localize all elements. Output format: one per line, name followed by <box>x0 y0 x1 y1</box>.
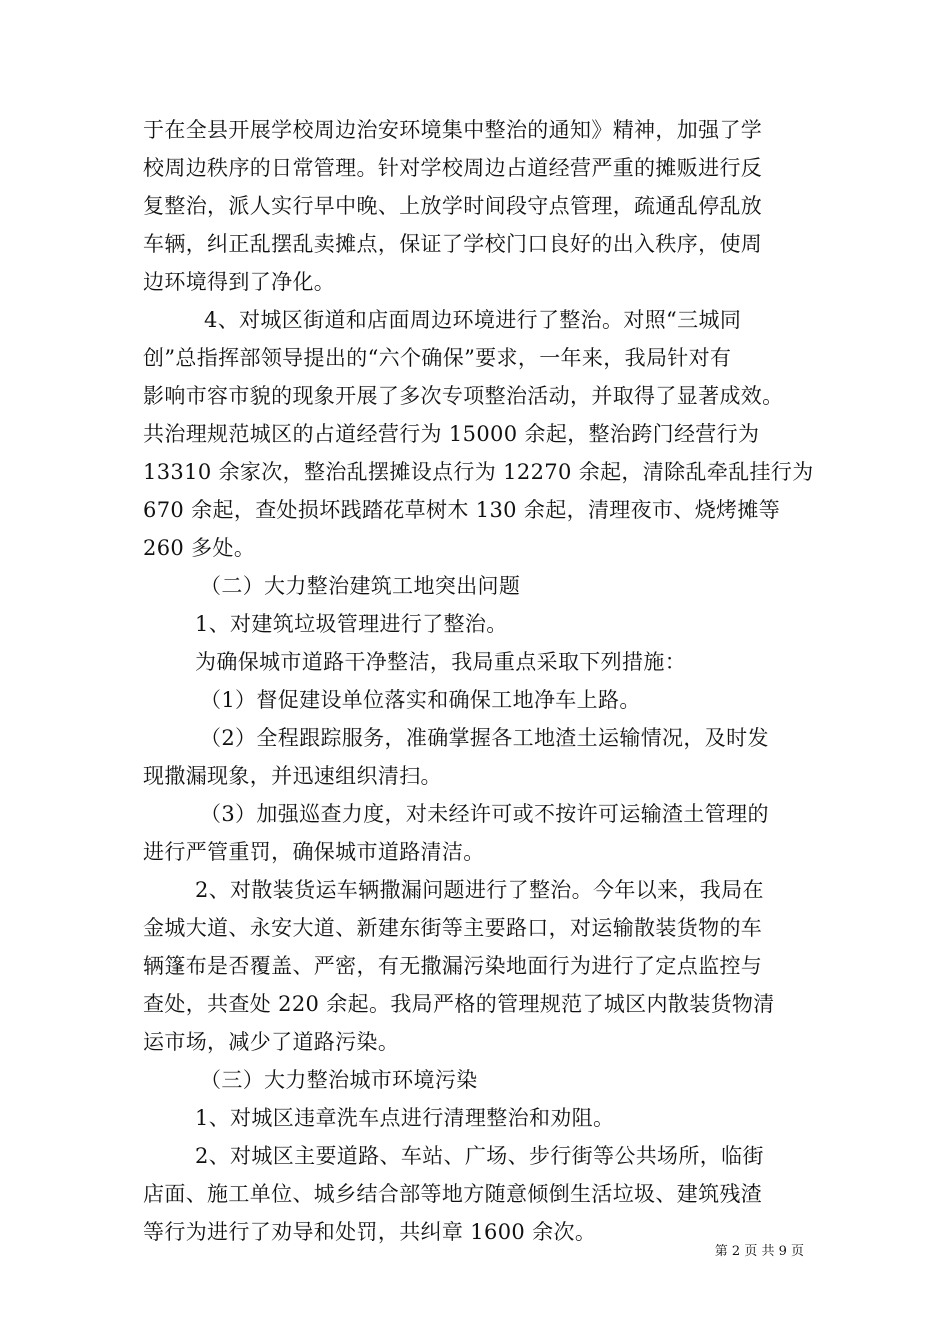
body-line: 创”总指挥部领导提出的“六个确保”要求，一年来，我局针对有 <box>143 346 732 370</box>
measure-item-3: （3）加强巡查力度，对未经许可或不按许可运输渣土管理的 <box>200 802 769 826</box>
body-line: 进行严管重罚，确保城市道路清洁。 <box>143 840 485 864</box>
measure-item-2: （2）全程跟踪服务，准确掌握各工地渣土运输情况，及时发 <box>200 726 769 750</box>
body-line: 校周边秩序的日常管理。针对学校周边占道经营严重的摊贩进行反 <box>143 156 763 180</box>
section-heading-3: （三）大力整治城市环境污染 <box>200 1068 478 1092</box>
subsection-heading: 1、对城区违章洗车点进行清理整治和劝阻。 <box>195 1106 615 1130</box>
body-line: 13310 余家次，整治乱摆摊设点行为 12270 余起，清除乱牵乱挂行为 <box>143 460 814 484</box>
body-line: 运市场，减少了道路污染。 <box>143 1030 400 1054</box>
body-line: 于在全县开展学校周边治安环境集中整治的通知》精神，加强了学 <box>143 118 763 142</box>
body-line: 影响市容市貌的现象开展了多次专项整治活动，并取得了显著成效。 <box>143 384 784 408</box>
body-line: 查处，共查处 220 余起。我局严格的管理规范了城区内散装货物清 <box>143 992 775 1016</box>
measure-item-1: （1）督促建设单位落实和确保工地净车上路。 <box>200 688 641 712</box>
body-line: 670 余起，查处损坏践踏花草树木 130 余起，清理夜市、烧烤摊等 <box>143 498 781 522</box>
paragraph-4-heading: 4、对城区街道和店面周边环境进行了整治。对照“三城同 <box>204 308 742 332</box>
body-line: 边环境得到了净化。 <box>143 270 336 294</box>
section-heading-2: （二）大力整治建筑工地突出问题 <box>200 574 521 598</box>
subsection-heading: 2、对散装货运车辆撒漏问题进行了整治。今年以来，我局在 <box>195 878 764 902</box>
body-line: 共治理规范城区的占道经营行为 15000 余起，整治跨门经营行为 <box>143 422 760 446</box>
body-line: 辆篷布是否覆盖、严密，有无撒漏污染地面行为进行了定点监控与 <box>143 954 763 978</box>
body-line: 现撒漏现象，并迅速组织清扫。 <box>143 764 442 788</box>
body-line: 车辆，纠正乱摆乱卖摊点，保证了学校门口良好的出入秩序，使周 <box>143 232 763 256</box>
body-line: 等行为进行了劝导和处罚，共纠章 1600 余次。 <box>143 1220 597 1244</box>
body-line: 复整治，派人实行早中晚、上放学时间段守点管理，疏通乱停乱放 <box>143 194 763 218</box>
body-line: 店面、施工单位、城乡结合部等地方随意倾倒生活垃圾、建筑残渣 <box>143 1182 763 1206</box>
body-line: 金城大道、永安大道、新建东街等主要路口，对运输散装货物的车 <box>143 916 763 940</box>
body-line: 2、对城区主要道路、车站、广场、步行街等公共场所，临街 <box>195 1144 764 1168</box>
body-line: 为确保城市道路干净整洁，我局重点采取下列措施： <box>195 650 687 674</box>
body-line: 260 多处。 <box>143 536 256 560</box>
subsection-heading: 1、对建筑垃圾管理进行了整治。 <box>195 612 508 636</box>
page-number-footer: 第 2 页 共 9 页 <box>714 1244 804 1259</box>
